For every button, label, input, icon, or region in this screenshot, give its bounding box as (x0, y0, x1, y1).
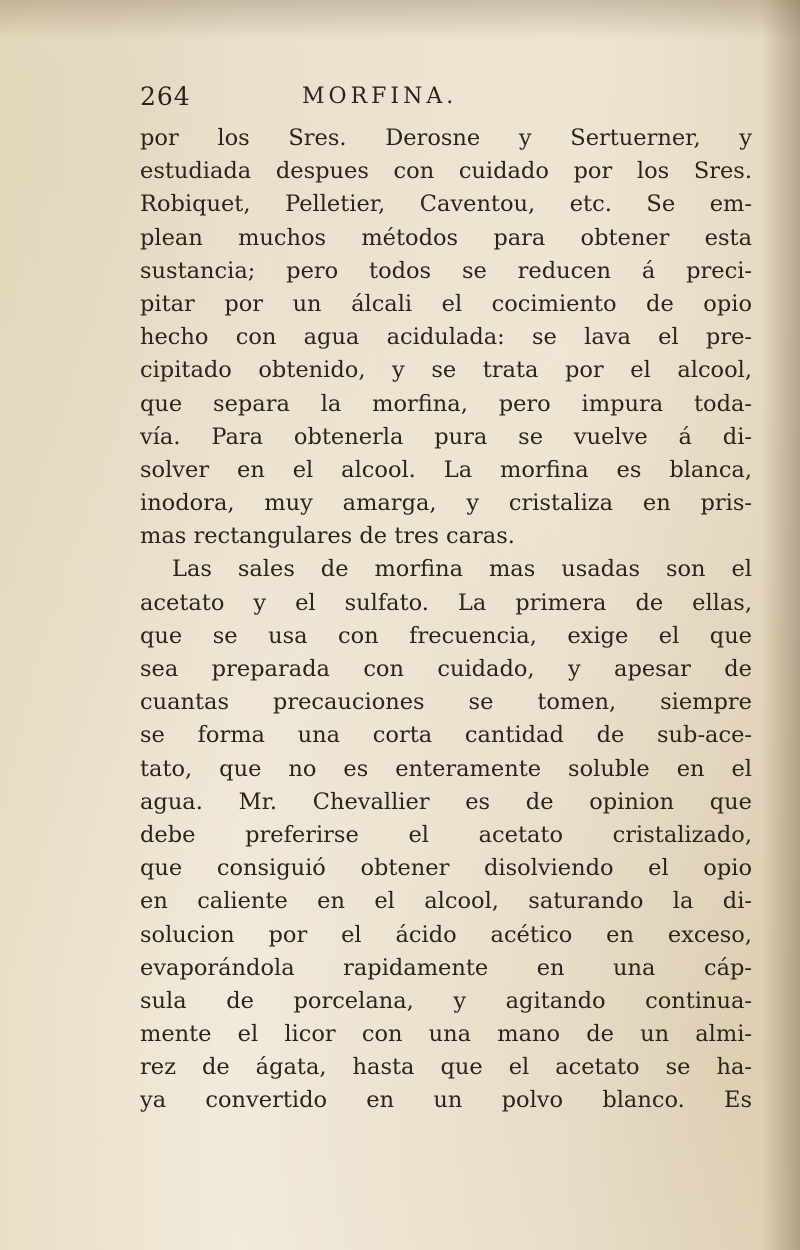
text-line: que consiguió obtener disolviendo el opio (140, 855, 752, 882)
text-line: cuantas precauciones se tomen, siempre (140, 689, 752, 716)
text-line: vía. Para obtenerla pura se vuelve á di- (140, 423, 752, 450)
text-line: solucion por el ácido acético en exceso, (140, 921, 752, 948)
text-line: sula de porcelana, y agitando continua- (140, 987, 752, 1014)
paragraph-end-line: mas rectangulares de tres caras. (140, 523, 515, 550)
text-line: agua. Mr. Chevallier es de opinion que (140, 788, 752, 815)
text-line: ya convertido en un polvo blanco. Es (140, 1087, 752, 1114)
text-line: rez de ágata, hasta que el acetato se ha- (140, 1054, 752, 1081)
text-line: acetato y el sulfato. La primera de ellas, (140, 589, 752, 616)
text-line: debe preferirse el acetato cristalizado, (140, 821, 752, 848)
text-line: tato, que no es enteramente soluble en el (140, 755, 752, 782)
text-line: hecho con agua acidulada: se lava el pre- (140, 324, 752, 351)
text-line: evaporándola rapidamente en una cáp- (140, 954, 752, 981)
text-line: plean muchos métodos para obtener esta (140, 224, 752, 251)
page-shadow-top (0, 0, 800, 40)
text-line: solver en el alcool. La morfina es blanca, (140, 456, 752, 483)
text-line: se forma una corta cantidad de sub-ace- (140, 722, 752, 749)
text-line: mente el licor con una mano de un almi- (140, 1021, 752, 1048)
text-line: en caliente en el alcool, saturando la di- (140, 888, 752, 915)
body-text (140, 122, 752, 1118)
running-title: MORFINA. (302, 84, 458, 109)
page-binding-shadow (762, 0, 800, 1250)
paragraph-start-line: Las sales de morfina mas usadas son el (172, 556, 752, 583)
text-line: sea preparada con cuidado, y apesar de (140, 656, 752, 682)
text-line: cipitado obtenido, y se trata por el alcool, (140, 357, 752, 384)
text-line: por los Sres. Derosne y Sertuerner, y (140, 125, 752, 151)
text-line: inodora, muy amarga, y cristaliza en pris- (140, 490, 752, 517)
text-line: sustancia; pero todos se reducen á preci- (140, 257, 752, 284)
text-line: que separa la morfina, pero impura toda- (140, 390, 752, 417)
text-line: que se usa con frecuencia, exige el que (140, 622, 752, 649)
text-line: pitar por un álcali el cocimiento de opio (140, 290, 752, 317)
page-number: 264 (140, 82, 191, 111)
page-header (140, 82, 740, 122)
text-line: Robiquet, Pelletier, Caventou, etc. Se em- (140, 191, 752, 218)
text-line: estudiada despues con cuidado por los Sres. (140, 158, 752, 185)
